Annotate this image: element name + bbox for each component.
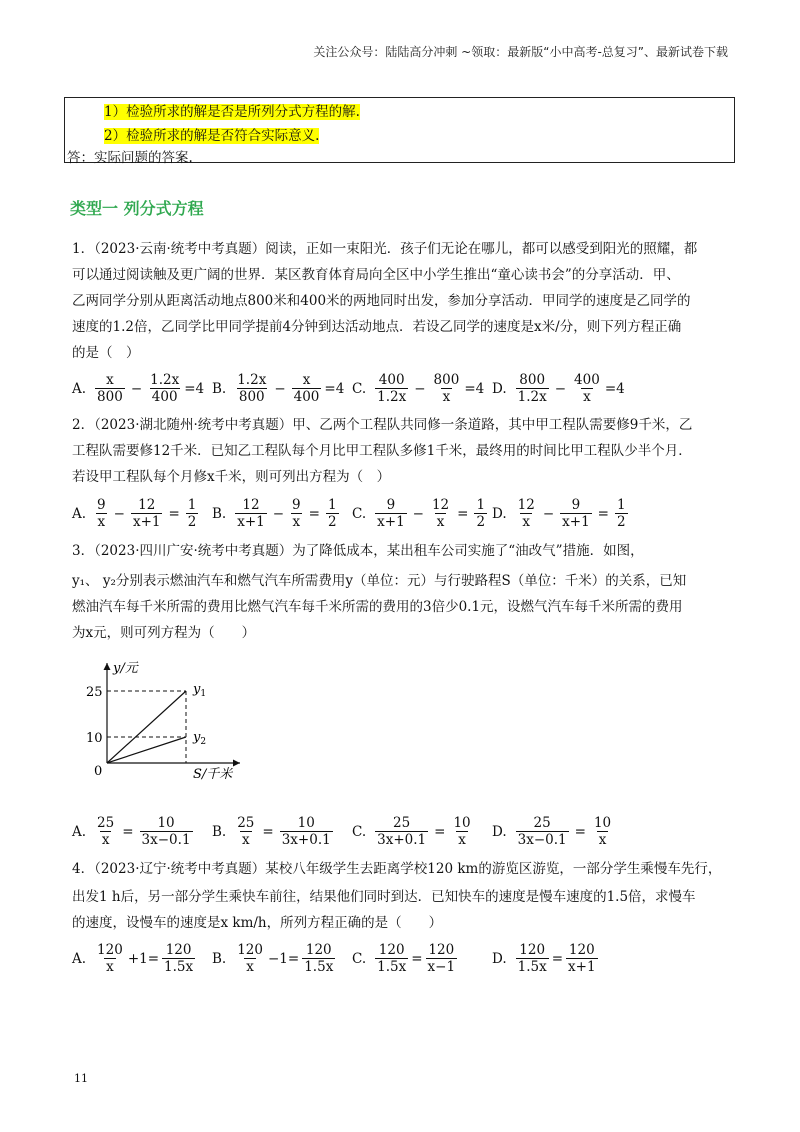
page-header: 关注公众号：陆陆高分冲刺 ~领取：最新版“小中高考-总复习”、最新试卷下载 [313,45,728,59]
answer-line: 答：实际问题的答案. [67,150,193,166]
tick-25: 25 [86,685,103,700]
q3-line-2: y₁、 y₂分别表示燃油汽车和燃气汽车所需费用y（单位：元）与行驶路程S（单位：千米）的关系，已知 [72,573,687,589]
step-1-text: 1）检验所求的解是否是所列分式方程的解. [104,104,360,120]
y1-label: $y_1$ [193,682,207,699]
q3-option-d[interactable]: D. $\frac{25}{3x-0.1}$ = $\frac{10}{x}$ [492,815,612,848]
q1-line-5: 的是（ ） [72,345,140,361]
q1-line-4: 速度的1.2倍，乙同学比甲同学提前4分钟到达活动地点．若设乙同学的速度是x米/分，则下列方程正确 [72,319,682,335]
step-1 [104,100,360,120]
origin-label: 0 [94,764,103,779]
q1-line-3: 乙两同学分别从距离活动地点800米和400米的两地同时出发，参加分享活动．甲同学的速度是乙同学的 [72,293,691,309]
q4-option-a[interactable]: A. $\frac{120}{x}$ +1= $\frac{120}{1.5x}$ [72,942,194,975]
q1-option-b[interactable]: B. $\frac{1.2x}{800}$ − $\frac{x}{400}$ =4 [212,372,345,405]
q3-option-a[interactable]: A. $\frac{25}{x}$ = $\frac{10}{3x-0.1}$ [72,815,191,848]
line-y2 [107,737,186,763]
q4-option-d[interactable]: D. $\frac{120}{1.5x}$ = $\frac{120}{x+1}$ [492,942,596,975]
step-2-text: 2）检验所求的解是否符合实际意义. [104,128,320,144]
q3-option-b[interactable]: B. $\frac{25}{x}$ = $\frac{10}{3x+0.1}$ [212,815,331,848]
q3-line-4: 为x元，则可列方程为（ ） [72,625,256,641]
y-axis-label: y/元 [113,661,138,676]
step-2 [104,124,319,144]
q2-option-c[interactable]: C. $\frac{9}{x+1}$ − $\frac{12}{x}$ = $\frac{1}{2}$ [352,497,486,530]
q3-option-c[interactable]: C. $\frac{25}{3x+0.1}$ = $\frac{10}{x}$ [352,815,471,848]
q2-option-d[interactable]: D. $\frac{12}{x}$ − $\frac{9}{x+1}$ = $\frac{1}{2}$ [492,497,626,530]
q4-option-b[interactable]: B. $\frac{120}{x}$ −1= $\frac{120}{1.5x}$ [212,942,334,975]
line-y1 [107,691,186,763]
cost-graph [80,655,280,785]
y2-label: $y_2$ [193,730,207,747]
q2-option-b[interactable]: B. $\frac{12}{x+1}$ − $\frac{9}{x}$ = $\frac{1}{2}$ [212,497,337,530]
page-number: 11 [74,1072,88,1085]
q2-option-a[interactable]: A. $\frac{9}{x}$ − $\frac{12}{x+1}$ = $\frac{1}{2}$ [72,497,197,530]
q1-option-c[interactable]: C. $\frac{400}{1.2x}$ − $\frac{800}{x}$ =4 [352,372,485,405]
q1-line-2: 可以通过阅读触及更广阔的世界．某区教育体育局向全区中小学生推出“童心读书会”的分享活动．甲、 [72,267,680,283]
q2-line-3: 若设甲工程队每个月修x千米，则可列出方程为（ ） [72,469,391,485]
q1-line-1: 1．（2023·云南·统考中考真题）阅读，正如一束阳光．孩子们无论在哪儿，都可以感受到阳光的照耀，都 [72,241,698,257]
q4-line-1: 4．（2023·辽宁·统考中考真题）某校八年级学生去距离学校120 km的游览区游览，一部分学生乘慢车先行， [72,861,722,877]
q2-line-1: 2．（2023·湖北随州·统考中考真题）甲、乙两个工程队共同修一条道路，其中甲工程队需要修9千米，乙 [72,417,693,433]
q1-option-a[interactable]: A. $\frac{x}{800}$ − $\frac{1.2x}{400}$ =4 [72,372,205,405]
q3-line-1: 3．（2023·四川广安·统考中考真题）为了降低成本，某出租车公司实施了“油改气”措施．如图， [72,543,644,559]
section-title: 类型一 列分式方程 [70,199,204,218]
x-axis-label: S/千米 [193,767,233,782]
q4-line-3: 的速度，设慢车的速度是x km/h，所列方程正确的是（ ） [72,915,443,931]
q2-line-2: 工程队需要修12千米．已知乙工程队每个月比甲工程队多修1千米，最终用的时间比甲工程队少半个月． [72,443,692,459]
tick-10: 10 [86,731,103,746]
q4-option-c[interactable]: C. $\frac{120}{1.5x}$ = $\frac{120}{x-1}$ [352,942,456,975]
q3-line-3: 燃油汽车每千米所需的费用比燃气汽车每千米所需的费用的3倍少0.1元，设燃气汽车每千米所需的费用 [72,599,683,615]
q4-line-2: 出发1 h后，另一部分学生乘快车前往，结果他们同时到达．已知快车的速度是慢车速度的1.5倍，求慢车 [72,889,696,905]
q1-option-d[interactable]: D. $\frac{800}{1.2x}$ − $\frac{400}{x}$ =4 [492,372,625,405]
